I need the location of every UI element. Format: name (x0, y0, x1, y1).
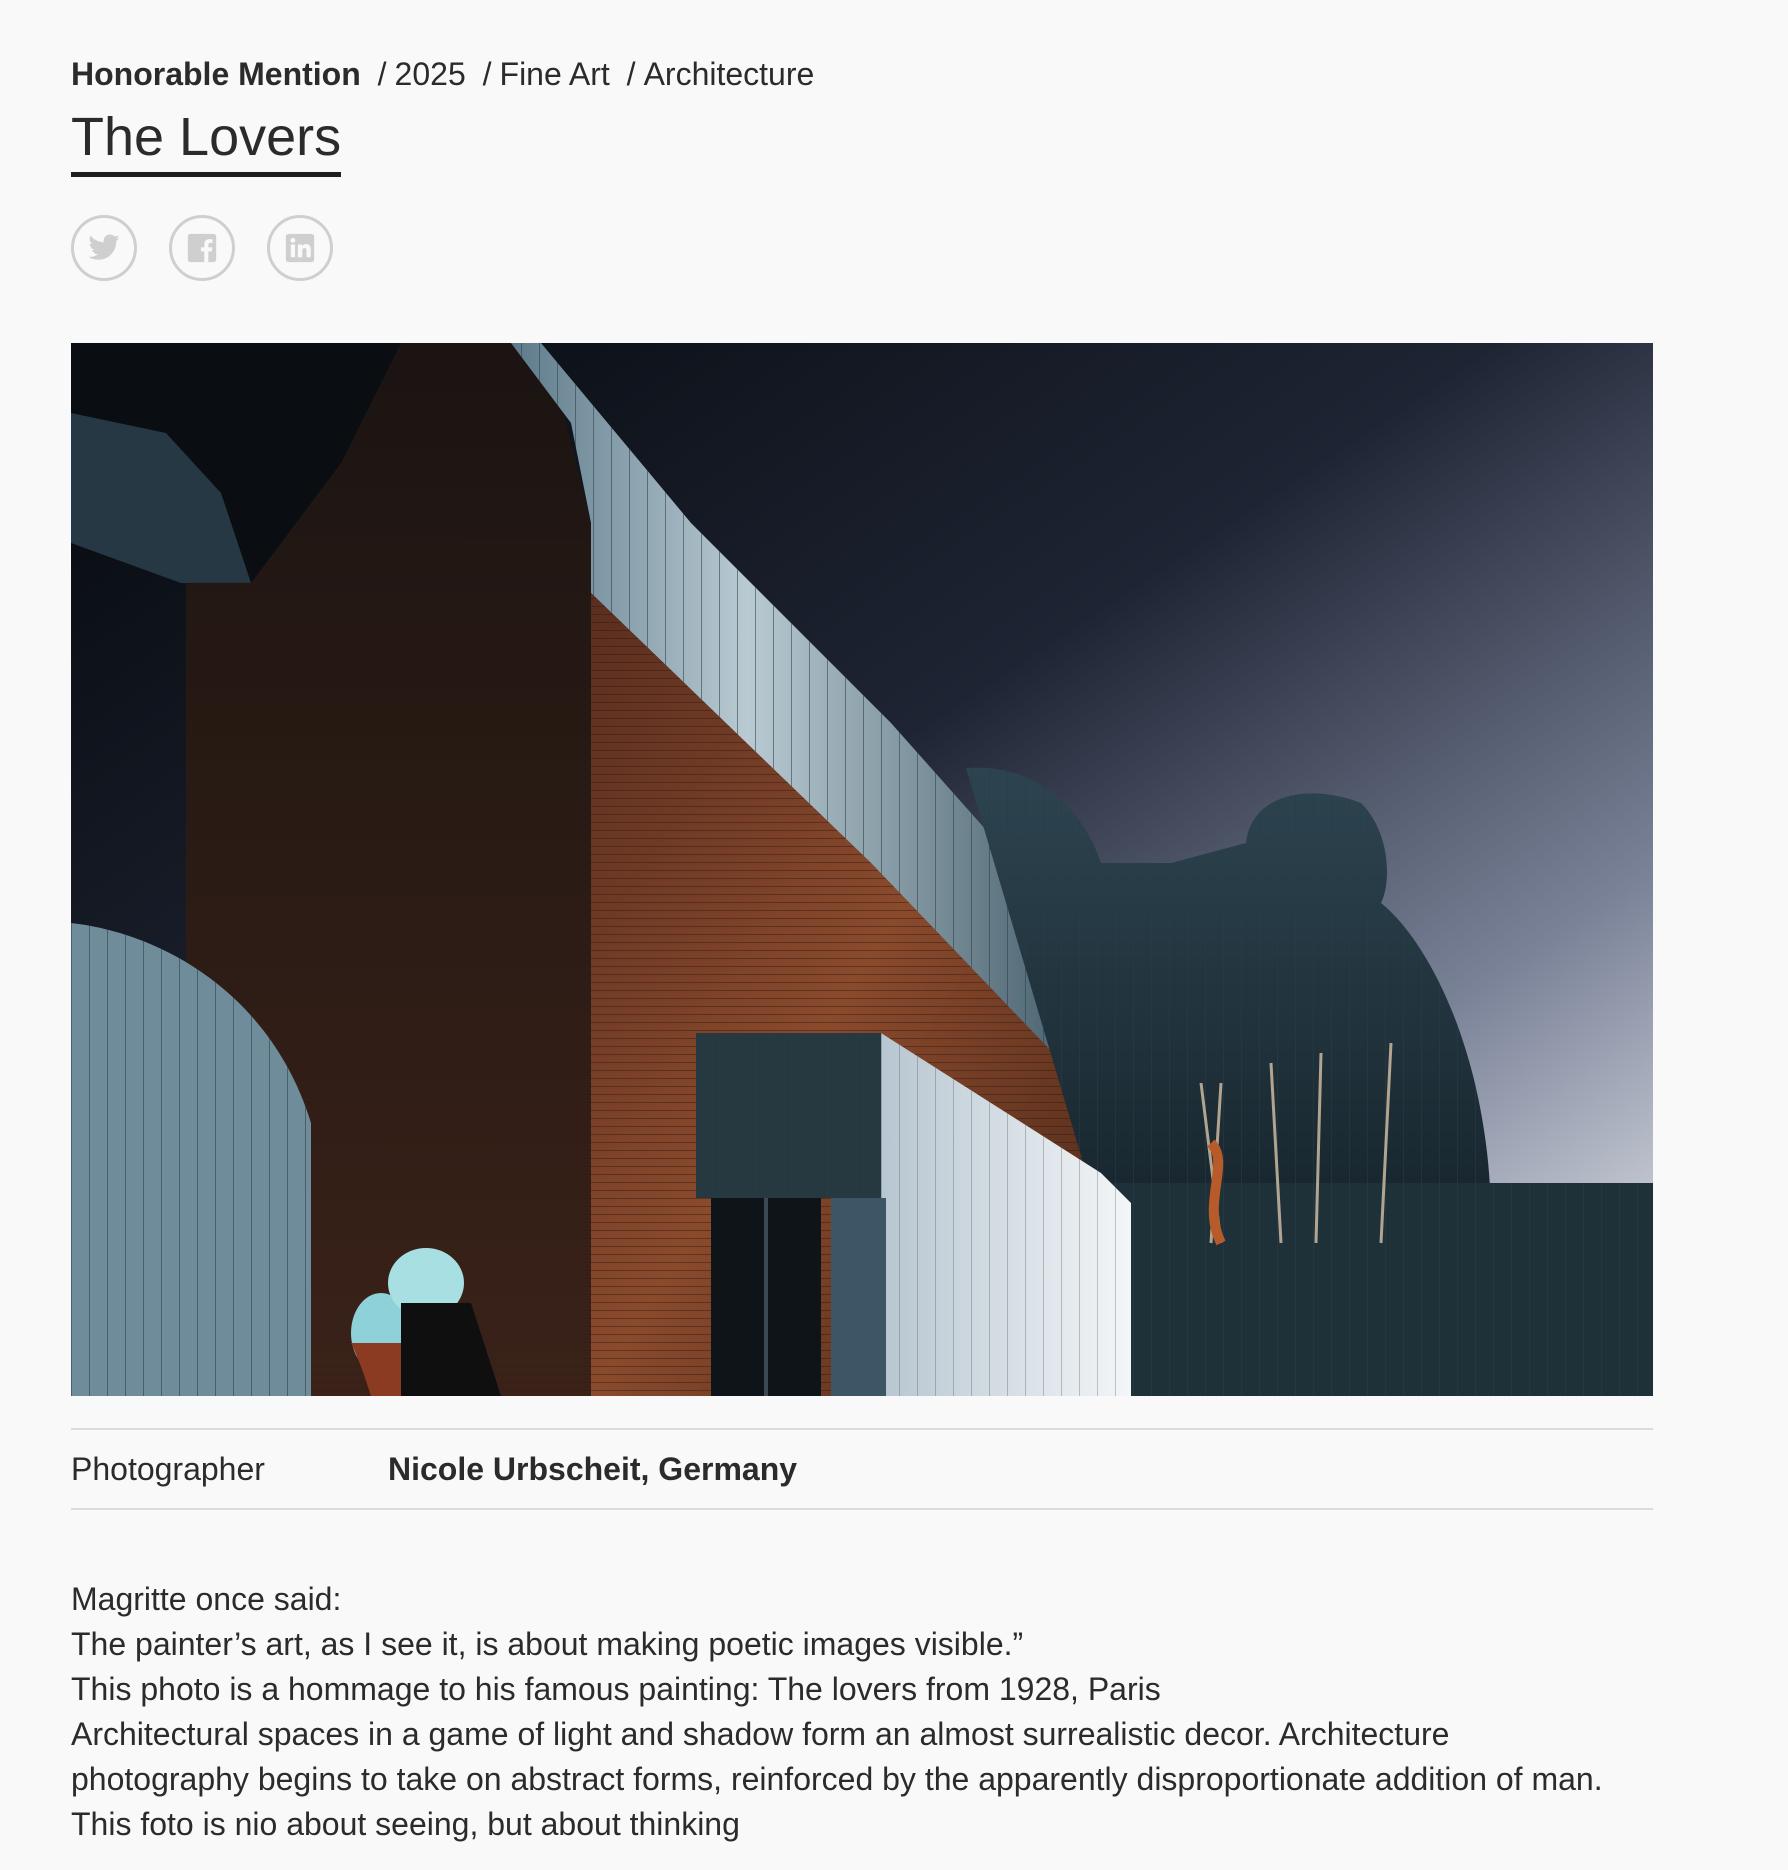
description-line: The painter’s art, as I see it, is about making poetic images visible.” (71, 1626, 1024, 1662)
breadcrumb-separator: / (626, 56, 636, 92)
share-buttons (71, 215, 333, 281)
breadcrumb-separator: / (377, 56, 387, 92)
description-line: Architectural spaces in a game of light and shadow form an almost surrealistic decor. Architecture (71, 1716, 1450, 1752)
linkedin-icon (283, 231, 317, 265)
share-facebook-button[interactable] (169, 215, 235, 281)
breadcrumb (71, 52, 814, 96)
facebook-icon (185, 231, 219, 265)
photo-description (71, 1577, 1671, 1847)
share-twitter-button[interactable] (71, 215, 137, 281)
description-line: photography begins to take on abstract forms, reinforced by the apparently disproportionate addition of man. (71, 1761, 1603, 1797)
page-title: The Lovers (71, 106, 341, 177)
photographer-row (71, 1428, 1653, 1510)
description-line: Magritte once said: (71, 1581, 342, 1617)
award-level[interactable]: Honorable Mention (71, 56, 361, 92)
photographer-name: Nicole Urbscheit, Germany (388, 1450, 798, 1487)
photo-artwork (71, 343, 1653, 1396)
breadcrumb-category[interactable]: Fine Art (499, 56, 610, 92)
breadcrumb-subcategory[interactable]: Architecture (643, 56, 815, 92)
breadcrumb-separator: / (482, 56, 492, 92)
twitter-bird-icon (87, 231, 121, 265)
breadcrumb-year[interactable]: 2025 (394, 56, 466, 92)
description-line: This foto is nio about seeing, but about thinking (71, 1806, 740, 1842)
architecture-photo[interactable] (71, 343, 1653, 1396)
photographer-label: Photographer (71, 1450, 265, 1487)
share-linkedin-button[interactable] (267, 215, 333, 281)
description-line: This photo is a hommage to his famous painting: The lovers from 1928, Paris (71, 1671, 1161, 1707)
